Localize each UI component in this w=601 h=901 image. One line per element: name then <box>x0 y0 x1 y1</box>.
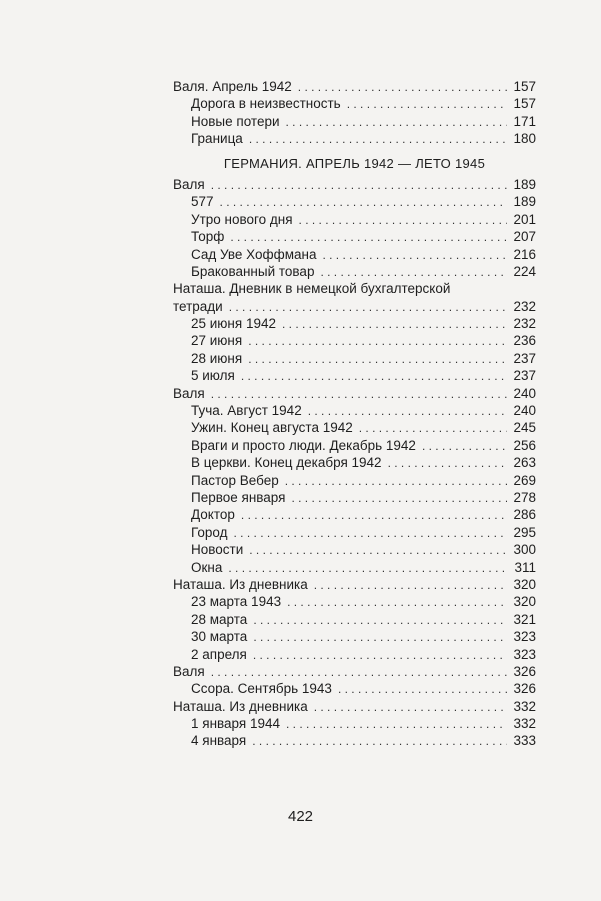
entry-title: Валя <box>173 663 205 679</box>
dot-leader <box>308 403 508 420</box>
toc-entry <box>173 385 536 402</box>
entry-page-number: 157 <box>513 79 536 94</box>
toc-subentry <box>173 680 536 697</box>
toc-subentry <box>173 193 536 210</box>
entry-title: 577 <box>191 194 214 210</box>
entry-page-number: 263 <box>513 455 536 471</box>
entry-title: Утро нового дня <box>191 211 293 227</box>
dot-leader <box>347 96 508 113</box>
entry-title: Наташа. Дневник в немецкой бухгалтерской <box>173 281 451 297</box>
dot-leader <box>287 594 507 611</box>
entry-page-number: 326 <box>513 681 536 697</box>
entry-title: Враги и просто люди. Декабрь 1942 <box>191 437 416 453</box>
toc-subentry <box>173 506 536 523</box>
entry-page-number: 224 <box>513 263 536 279</box>
dot-leader <box>359 420 508 437</box>
entry-title: Валя <box>173 176 205 192</box>
entry-title: Валя. Апрель 1942 <box>173 79 292 94</box>
dot-leader <box>282 316 507 333</box>
entry-page-number: 245 <box>513 420 536 436</box>
entry-page-number: 189 <box>513 176 536 192</box>
dot-leader <box>234 525 508 542</box>
toc-subentry <box>173 95 536 112</box>
section-title: ГЕРМАНИЯ. АПРЕЛЬ 1942 — ЛЕТО 1945 <box>223 155 486 171</box>
dot-leader <box>320 264 507 281</box>
entry-page-number: 207 <box>513 229 536 245</box>
entry-page-number: 237 <box>513 350 536 366</box>
entry-page-number: 320 <box>513 594 536 610</box>
toc-subentry <box>173 211 536 228</box>
entry-title: Первое января <box>191 489 286 505</box>
dot-leader <box>291 490 507 507</box>
toc-block-1 <box>173 78 536 148</box>
dot-leader <box>322 247 507 264</box>
entry-title: 30 марта <box>191 629 248 645</box>
toc-subentry <box>173 228 536 245</box>
toc-subentry <box>173 315 536 332</box>
entry-title: Доктор <box>191 507 235 523</box>
dot-leader <box>298 79 508 96</box>
entry-page-number: 311 <box>514 559 536 575</box>
dot-leader <box>248 333 507 350</box>
entry-title: 28 июня <box>191 350 243 366</box>
entry-title: Ссора. Сентябрь 1943 <box>191 681 332 697</box>
entry-title: Сад Уве Хоффмана <box>191 246 317 262</box>
dot-leader <box>253 629 507 646</box>
toc-subentry <box>173 130 536 147</box>
dot-leader <box>252 733 507 750</box>
dot-leader <box>286 716 507 733</box>
entry-title: 2 апреля <box>191 646 247 662</box>
entry-title: Бракованный товар <box>191 263 315 279</box>
entry-page-number: 332 <box>513 716 536 732</box>
dot-leader <box>314 699 508 716</box>
dot-leader <box>241 368 508 385</box>
toc-subentry <box>173 419 536 436</box>
dot-leader <box>228 560 508 577</box>
entry-page-number: 236 <box>513 333 536 349</box>
entry-page-number: 320 <box>513 576 536 592</box>
page-number: 422 <box>287 808 314 825</box>
entry-title: Граница <box>191 131 243 147</box>
dot-leader <box>211 177 508 194</box>
dot-leader <box>286 114 508 131</box>
toc-subentry <box>173 454 536 471</box>
dot-leader <box>253 647 508 664</box>
entry-page-number: 269 <box>513 472 536 488</box>
toc-subentry <box>173 489 536 506</box>
dot-leader <box>229 299 508 316</box>
toc-subentry <box>173 332 536 349</box>
entry-page-number: 180 <box>513 131 536 147</box>
dot-leader <box>338 681 508 698</box>
toc-subentry <box>173 628 536 645</box>
toc-entry <box>173 78 536 95</box>
entry-page-number: 171 <box>513 113 536 129</box>
entry-page-number: 323 <box>513 646 536 662</box>
toc-entry <box>173 176 536 193</box>
entry-page-number: 332 <box>513 698 536 714</box>
entry-page-number: 157 <box>513 96 536 112</box>
dot-leader <box>211 386 508 403</box>
toc-subentry <box>173 472 536 489</box>
entry-page-number: 201 <box>513 211 536 227</box>
entry-page-number: 237 <box>513 368 536 384</box>
entry-page-number: 286 <box>513 507 536 523</box>
toc-subentry <box>173 246 536 263</box>
dot-leader <box>249 542 507 559</box>
dot-leader <box>299 212 508 229</box>
entry-title: Дорога в неизвестность <box>191 96 341 112</box>
entry-title: Наташа. Из дневника <box>173 576 308 592</box>
entry-title: В церкви. Конец декабря 1942 <box>191 455 382 471</box>
entry-page-number: 232 <box>513 298 536 314</box>
dot-leader <box>248 351 507 368</box>
entry-title: тетради <box>173 298 223 314</box>
dot-leader <box>388 455 508 472</box>
entry-title: 4 января <box>191 733 247 749</box>
toc-entry <box>173 576 536 593</box>
dot-leader <box>241 507 508 524</box>
entry-page-number: 333 <box>513 733 536 749</box>
toc-block-2 <box>173 176 536 750</box>
entry-title: Пастор Вебер <box>191 472 279 488</box>
toc-entry <box>173 298 536 315</box>
dot-leader <box>314 577 508 594</box>
toc-subentry <box>173 350 536 367</box>
dot-leader <box>230 229 507 246</box>
toc-entry <box>173 698 536 715</box>
entry-page-number: 240 <box>513 385 536 401</box>
entry-title: Новые потери <box>191 113 280 129</box>
dot-leader <box>249 131 508 148</box>
entry-page-number: 300 <box>513 542 536 558</box>
entry-title: 5 июля <box>191 368 235 384</box>
dot-leader <box>422 438 508 455</box>
table-of-contents <box>173 78 536 750</box>
entry-title: Ужин. Конец августа 1942 <box>191 420 353 436</box>
entry-title: Город <box>191 524 228 540</box>
entry-page-number: 240 <box>513 403 536 419</box>
toc-subentry <box>173 611 536 628</box>
entry-title: 25 июня 1942 <box>191 316 276 332</box>
toc-subentry <box>173 437 536 454</box>
entry-title: Торф <box>191 229 225 245</box>
entry-title: Туча. Август 1942 <box>191 403 302 419</box>
entry-page-number: 323 <box>513 629 536 645</box>
entry-title: Окна <box>191 559 223 575</box>
dot-leader <box>285 473 508 490</box>
toc-subentry <box>173 732 536 749</box>
entry-title: 28 марта <box>191 611 248 627</box>
entry-page-number: 278 <box>513 489 536 505</box>
toc-subentry <box>173 593 536 610</box>
entry-page-number: 295 <box>513 524 536 540</box>
toc-subentry <box>173 646 536 663</box>
toc-subentry <box>173 263 536 280</box>
entry-title: 27 июня <box>191 333 243 349</box>
entry-page-number: 256 <box>513 437 536 453</box>
toc-entry <box>173 663 536 680</box>
entry-title: Валя <box>173 385 205 401</box>
toc-subentry <box>173 715 536 732</box>
dot-leader <box>253 612 507 629</box>
entry-page-number: 189 <box>513 194 536 210</box>
dot-leader <box>211 664 508 681</box>
toc-subentry <box>173 559 536 576</box>
entry-page-number: 326 <box>513 663 536 679</box>
toc-subentry <box>173 402 536 419</box>
entry-title: Новости <box>191 542 244 558</box>
toc-subentry <box>173 113 536 130</box>
entry-page-number: 232 <box>513 316 536 332</box>
entry-title: Наташа. Из дневника <box>173 698 308 714</box>
entry-title: 23 марта 1943 <box>191 594 282 610</box>
entry-page-number: 216 <box>513 246 536 262</box>
toc-entry <box>173 280 536 297</box>
entry-title: 1 января 1944 <box>191 716 281 732</box>
entry-page-number: 321 <box>513 611 536 627</box>
toc-subentry <box>173 524 536 541</box>
toc-subentry <box>173 541 536 558</box>
toc-subentry <box>173 367 536 384</box>
dot-leader <box>220 194 508 211</box>
